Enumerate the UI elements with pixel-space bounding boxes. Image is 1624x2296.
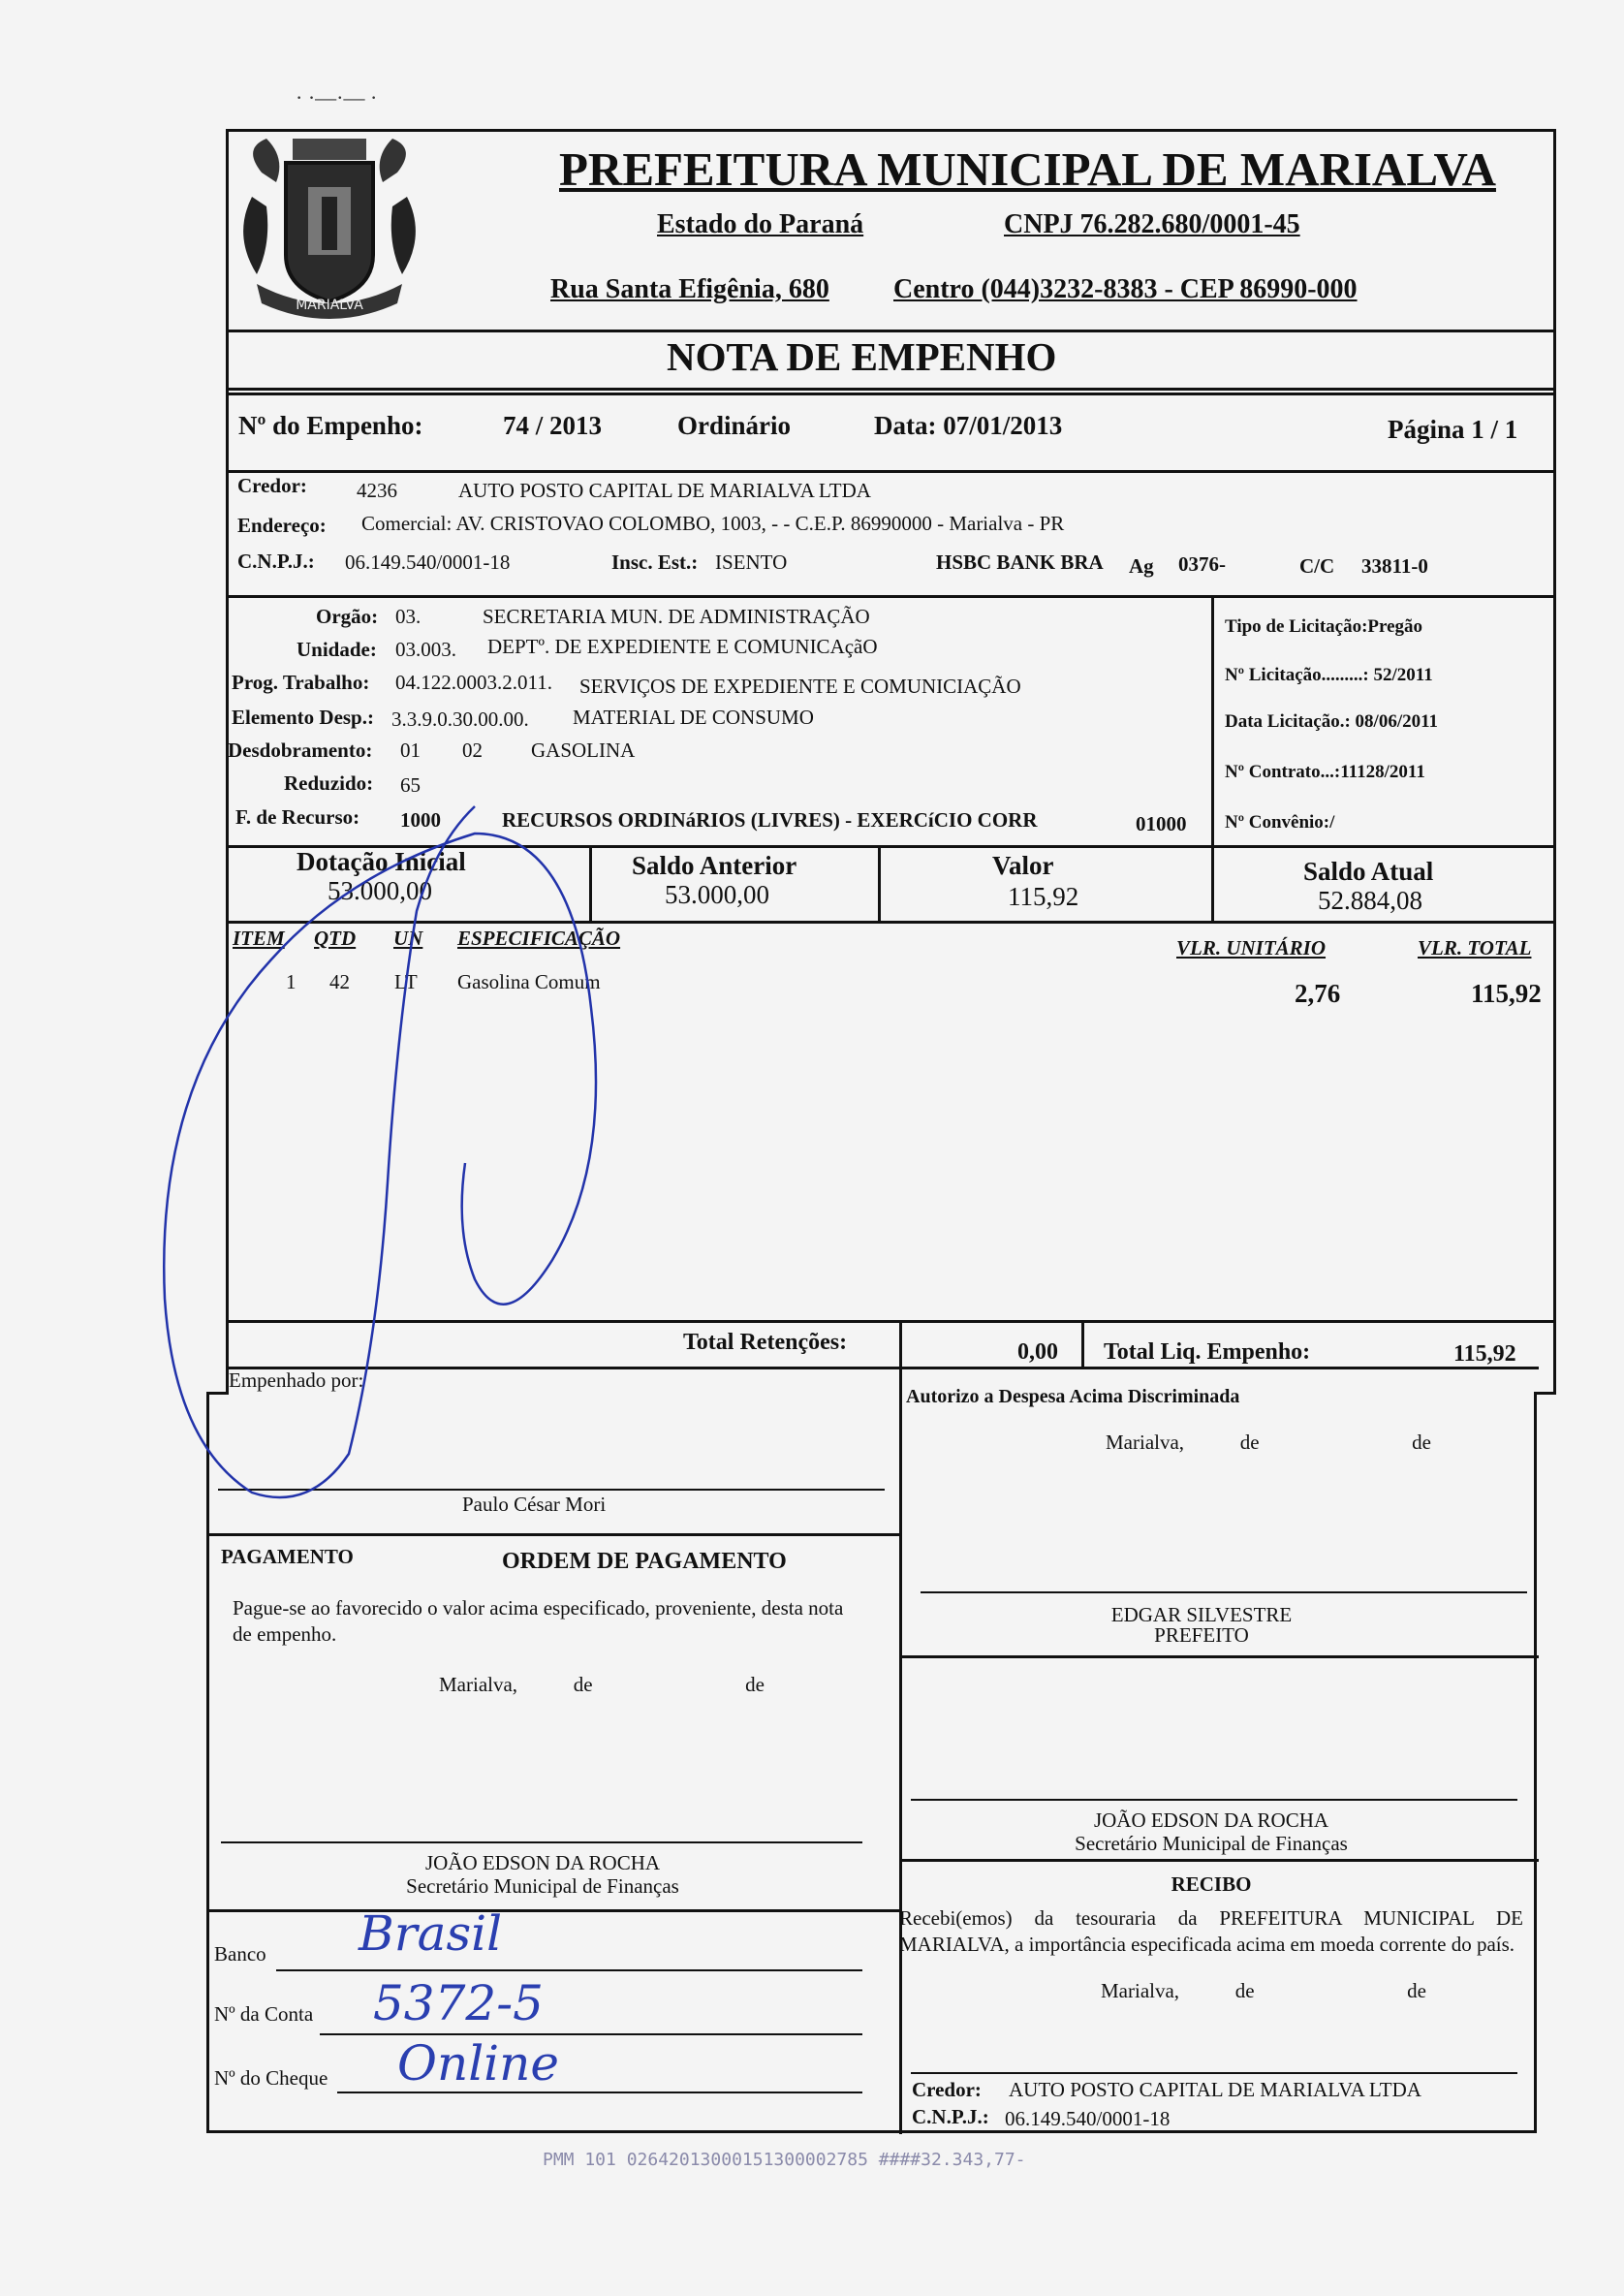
unidade-label: Unidade: xyxy=(297,638,377,661)
col-item: ITEM xyxy=(233,927,285,950)
cheque-label: Nº do Cheque xyxy=(214,2066,328,2090)
recibo-credor: AUTO POSTO CAPITAL DE MARIALVA LTDA xyxy=(1009,2078,1421,2101)
credor-cnpj: 06.149.540/0001-18 xyxy=(345,550,511,574)
valor-value: 115,92 xyxy=(1008,882,1079,911)
right-sign-name: JOÃO EDSON DA ROCHA xyxy=(1093,1808,1329,1832)
total-retencoes-label: Total Retenções: xyxy=(683,1330,848,1355)
item-especificacao: Gasolina Comum xyxy=(457,970,601,993)
item-vlr-unitario: 2,76 xyxy=(1295,979,1341,1008)
pagamento-text: Pague-se ao favorecido o valor acima especificado, proveniente, desta nota de empenho. xyxy=(233,1596,844,1646)
recibo-date: Marialva, de de xyxy=(1101,1979,1426,2002)
bank-cc-label: C/C xyxy=(1299,554,1335,578)
data-licitacao: Data Licitação.: 08/06/2011 xyxy=(1225,711,1439,732)
municipal-coat-of-arms-icon xyxy=(233,129,426,334)
desdobramento-b: 02 xyxy=(462,739,483,762)
insc-est-value: ISENTO xyxy=(715,550,788,574)
unidade-name: DEPTº. DE EXPEDIENTE E COMUNICAçãO xyxy=(487,635,878,658)
recurso-num: 01000 xyxy=(1136,812,1187,835)
endereco-label: Endereço: xyxy=(237,514,327,537)
reduzido-label: Reduzido: xyxy=(284,771,374,795)
credor-label: Credor: xyxy=(237,474,307,497)
item-number: 1 xyxy=(286,970,297,993)
credor-name: AUTO POSTO CAPITAL DE MARIALVA LTDA xyxy=(458,479,871,502)
insc-est-label: Insc. Est.: xyxy=(611,550,699,574)
saldo-atual-label: Saldo Atual xyxy=(1303,857,1434,886)
conta-label: Nº da Conta xyxy=(214,2002,314,2026)
autorizo-sign-role: PREFEITO xyxy=(1154,1623,1249,1647)
saldo-atual-value: 52.884,08 xyxy=(1318,886,1422,915)
autorizo-date: Marialva, de de xyxy=(1106,1431,1431,1454)
page-number: Página 1 / 1 xyxy=(1388,415,1518,444)
header-title: PREFEITURA MUNICIPAL DE MARIALVA xyxy=(559,142,1496,196)
empenhado-por-label: Empenhado por: xyxy=(229,1368,364,1392)
autorizo-label: Autorizo a Despesa Acima Discriminada xyxy=(906,1386,1240,1407)
svg-text:MARIALVA: MARIALVA xyxy=(296,298,363,313)
pagamento-label: PAGAMENTO xyxy=(221,1545,354,1568)
recibo-cnpj-label: C.N.P.J.: xyxy=(912,2105,989,2128)
valor-label: Valor xyxy=(992,851,1054,880)
top-mark: · ·—·— · xyxy=(296,85,378,110)
recibo-cnpj: 06.149.540/0001-18 xyxy=(1005,2107,1171,2130)
right-sign-role: Secretário Municipal de Finanças xyxy=(1075,1832,1348,1855)
header-cnpj: CNPJ 76.282.680/0001-45 xyxy=(1004,209,1300,239)
banco-label: Banco xyxy=(214,1942,266,1966)
endereco-value: Comercial: AV. CRISTOVAO COLOMBO, 1003, - - C.E.P. 86990000 - Marialva - PR xyxy=(361,512,1065,535)
orgao-label: Orgão: xyxy=(316,605,379,628)
bank-ag: 0376- xyxy=(1178,552,1226,576)
recibo-text: Recebi(emos) da tesouraria da PREFEITURA MUNICIPAL DE MARIALVA, a importância especificada acima em moeda corrente do país. xyxy=(899,1906,1523,1956)
item-vlr-total: 115,92 xyxy=(1471,979,1542,1008)
prog-trabalho-name: SERVIÇOS DE EXPEDIENTE E COMUNICIAÇÃO xyxy=(579,675,1021,698)
bank-cc: 33811-0 xyxy=(1361,554,1428,578)
col-vlr-total: VLR. TOTAL xyxy=(1418,936,1532,959)
footer-code: PMM 101 02642013000151300002785 ####32.343,77- xyxy=(543,2150,1026,2170)
recibo-title: RECIBO xyxy=(1171,1872,1252,1896)
prog-trabalho-code: 04.122.0003.2.011. xyxy=(395,671,552,694)
orgao-name: SECRETARIA MUN. DE ADMINISTRAÇÃO xyxy=(483,605,870,628)
desdobramento-label: Desdobramento: xyxy=(228,739,373,762)
recurso-code: 1000 xyxy=(400,808,441,832)
prog-trabalho-label: Prog. Trabalho: xyxy=(232,671,370,694)
handwritten-pen-stroke xyxy=(155,795,640,1522)
banco-handwritten: Brasil xyxy=(359,1905,503,1962)
empenho-number: 74 / 2013 xyxy=(503,411,603,440)
col-un: UN xyxy=(393,927,423,950)
tipo-licitacao: Tipo de Licitação:Pregão xyxy=(1225,616,1423,637)
header-street: Rua Santa Efigênia, 680 xyxy=(550,274,829,304)
orgao-code: 03. xyxy=(395,605,422,628)
header-contact: Centro (044)3232-8383 - CEP 86990-000 xyxy=(893,274,1358,304)
conta-handwritten: 5372-5 xyxy=(373,1975,544,2031)
desdobramento-a: 01 xyxy=(400,739,421,762)
numero-convenio: Nº Convênio:/ xyxy=(1225,812,1335,833)
recurso-label: F. de Recurso: xyxy=(235,805,360,829)
elemento-label: Elemento Desp.: xyxy=(232,706,374,729)
autorizo-sign-name: EDGAR SILVESTRE xyxy=(1110,1603,1293,1626)
empenho-type: Ordinário xyxy=(677,411,792,440)
header-state: Estado do Paraná xyxy=(657,209,864,239)
desdobramento-name: GASOLINA xyxy=(531,739,636,762)
unidade-code: 03.003. xyxy=(395,638,456,661)
total-liq-value: 115,92 xyxy=(1453,1341,1516,1367)
reduzido-value: 65 xyxy=(400,773,421,797)
dotacao-inicial-value: 53.000,00 xyxy=(328,876,432,905)
numero-contrato: Nº Contrato...:11128/2011 xyxy=(1225,762,1425,782)
saldo-anterior-value: 53.000,00 xyxy=(665,880,769,909)
empenho-number-label: Nº do Empenho: xyxy=(238,411,423,440)
item-qtd: 42 xyxy=(329,970,350,993)
col-qtd: QTD xyxy=(314,927,357,950)
empenho-date: Data: 07/01/2013 xyxy=(874,411,1063,440)
elemento-name: MATERIAL DE CONSUMO xyxy=(573,706,814,729)
elemento-code: 3.3.9.0.30.00.00. xyxy=(391,708,529,731)
bank-name: HSBC BANK BRA xyxy=(936,550,1104,574)
ordem-de-pagamento: ORDEM DE PAGAMENTO xyxy=(502,1549,787,1574)
bank-ag-label: Ag xyxy=(1129,554,1154,578)
saldo-anterior-label: Saldo Anterior xyxy=(632,851,797,880)
pagamento-sign-name: JOÃO EDSON DA ROCHA xyxy=(424,1851,661,1874)
total-retencoes-value: 0,00 xyxy=(1017,1339,1058,1365)
col-especificacao: ESPECIFICAÇÃO xyxy=(457,927,621,950)
item-un: LT xyxy=(394,970,418,993)
credor-cnpj-label: C.N.P.J.: xyxy=(237,550,315,573)
recurso-name: RECURSOS ORDINáRIOS (LIVRES) - EXERCíCIO CORR xyxy=(502,808,1038,832)
pagamento-date: Marialva, de de xyxy=(439,1673,765,1696)
total-liq-label: Total Liq. Empenho: xyxy=(1104,1339,1311,1365)
pagamento-sign-role: Secretário Municipal de Finanças xyxy=(406,1874,679,1898)
numero-licitacao: Nº Licitação.........: 52/2011 xyxy=(1225,665,1433,685)
dotacao-inicial-label: Dotação Inicial xyxy=(297,847,466,876)
credor-code: 4236 xyxy=(357,479,397,502)
recibo-credor-label: Credor: xyxy=(912,2078,982,2101)
empenhado-por-name: Paulo César Mori xyxy=(462,1493,607,1516)
document-title: NOTA DE EMPENHO xyxy=(667,334,1057,379)
cheque-handwritten: Online xyxy=(397,2035,559,2092)
col-vlr-unitario: VLR. UNITÁRIO xyxy=(1176,936,1327,959)
